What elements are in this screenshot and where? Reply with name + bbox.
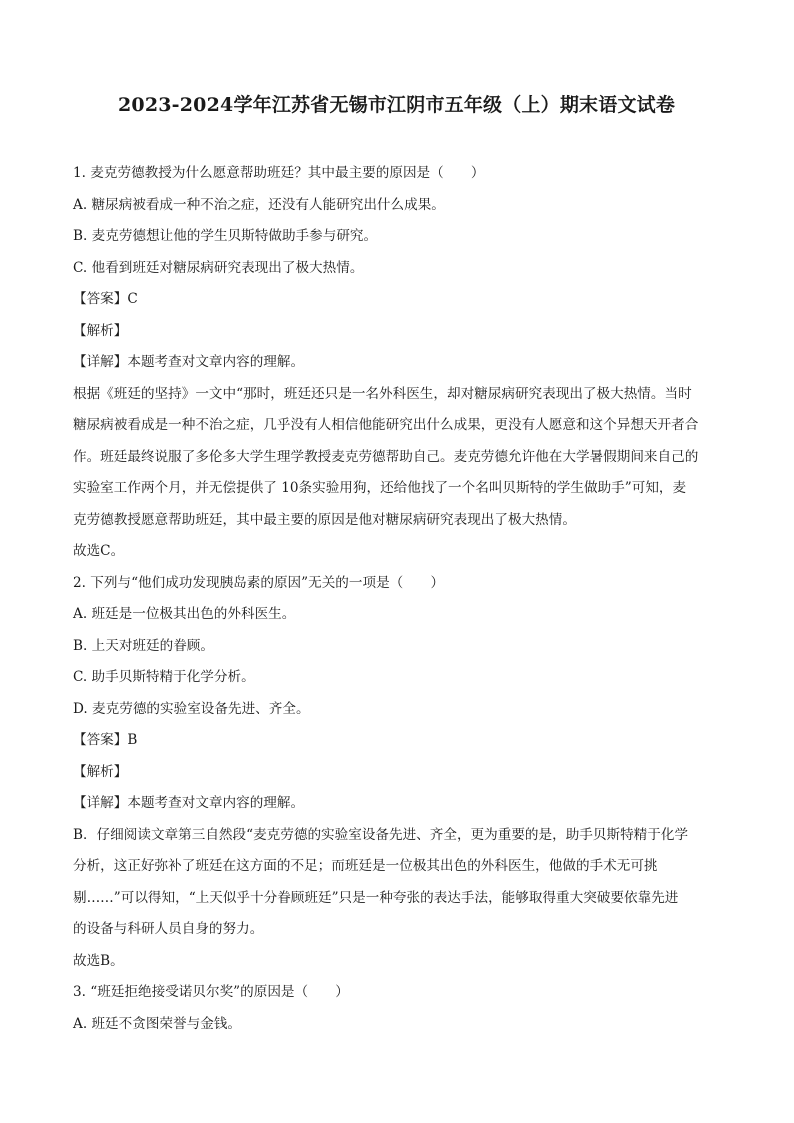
question-2-analysis-label: 【解析】 bbox=[73, 763, 128, 780]
question-2-detail: 【详解】本题考查对文章内容的理解。 bbox=[73, 795, 305, 811]
question-1-explanation-line: 实验室工作两个月，并无偿提供了 10条实验用狗，还给他找了一个名叫贝斯特的学生做助手”可知，麦 bbox=[73, 480, 687, 496]
question-2-stem: 2. 下列与“他们成功发现胰岛素的原因”无关的一项是（ ） bbox=[73, 574, 445, 591]
question-2-answer: 【答案】B bbox=[73, 732, 138, 748]
question-2-explanation-line: 分析，这正好弥补了班廷在这方面的不足；而班廷是一位极其出色的外科医生，他做的手术无可挑 bbox=[73, 858, 658, 874]
question-2-explanation-line: B．仔细阅读文章第三自然段“麦克劳德的实验室设备先进、齐全，更为重要的是，助手贝斯特精于化学 bbox=[73, 826, 689, 843]
question-2-option-a: A. 班廷是一位极其出色的外科医生。 bbox=[73, 606, 296, 622]
question-2-option-c: C. 助手贝斯特精于化学分析。 bbox=[73, 669, 255, 685]
question-2-option-d: D. 麦克劳德的实验室设备先进、齐全。 bbox=[73, 700, 310, 717]
page-title: 2023-2024学年江苏省无锡市江阴市五年级（上）期末语文试卷 bbox=[118, 94, 676, 116]
question-1-conclusion: 故选C。 bbox=[73, 543, 125, 559]
question-3-option-a: A. 班廷不贪图荣誉与金钱。 bbox=[73, 1015, 241, 1032]
question-1-explanation-line: 根据《班廷的坚持》一文中“那时，班廷还只是一名外科医生，却对糖尿病研究表现出了极大热情。当时 bbox=[73, 385, 692, 402]
question-1-option-a: A. 糖尿病被看成一种不治之症，还没有人能研究出什么成果。 bbox=[73, 196, 445, 213]
question-1-explanation-line: 糖尿病被看成是一种不治之症，几乎没有人相信他能研究出什么成果，更没有人愿意和这个异想天开者合 bbox=[73, 417, 699, 433]
question-2-option-b: B. 上天对班廷的眷顾。 bbox=[73, 637, 214, 654]
question-1-answer: 【答案】C bbox=[73, 291, 138, 307]
document-body bbox=[73, 158, 733, 1040]
question-1-explanation-line: 作。班廷最终说服了多伦多大学生理学教授麦克劳德帮助自己。麦克劳德允许他在大学暑假期间来自己的 bbox=[73, 448, 699, 465]
question-2-conclusion: 故选B。 bbox=[73, 952, 124, 969]
question-2-explanation-line: 的设备与科研人员自身的努力。 bbox=[73, 921, 264, 937]
question-1-detail: 【详解】本题考查对文章内容的理解。 bbox=[73, 354, 305, 370]
question-1-option-c: C. 他看到班廷对糖尿病研究表现出了极大热情。 bbox=[73, 259, 364, 276]
question-1-explanation-line: 克劳德教授愿意帮助班廷，其中最主要的原因是他对糖尿病研究表现出了极大热情。 bbox=[73, 511, 576, 528]
question-1-stem: 1. 麦克劳德教授为什么愿意帮助班廷？其中最主要的原因是（ ） bbox=[73, 165, 485, 181]
question-3-stem: 3. “班廷拒绝接受诺贝尔奖”的原因是（ ） bbox=[73, 984, 349, 1000]
question-1-analysis-label: 【解析】 bbox=[73, 322, 128, 339]
question-2-explanation-line: 剔……”可以得知，“上天似乎十分眷顾班廷”只是一种夸张的表达手法，能够取得重大突破要依靠先进 bbox=[73, 889, 679, 906]
question-1-option-b: B. 麦克劳德想让他的学生贝斯特做助手参与研究。 bbox=[73, 228, 378, 244]
